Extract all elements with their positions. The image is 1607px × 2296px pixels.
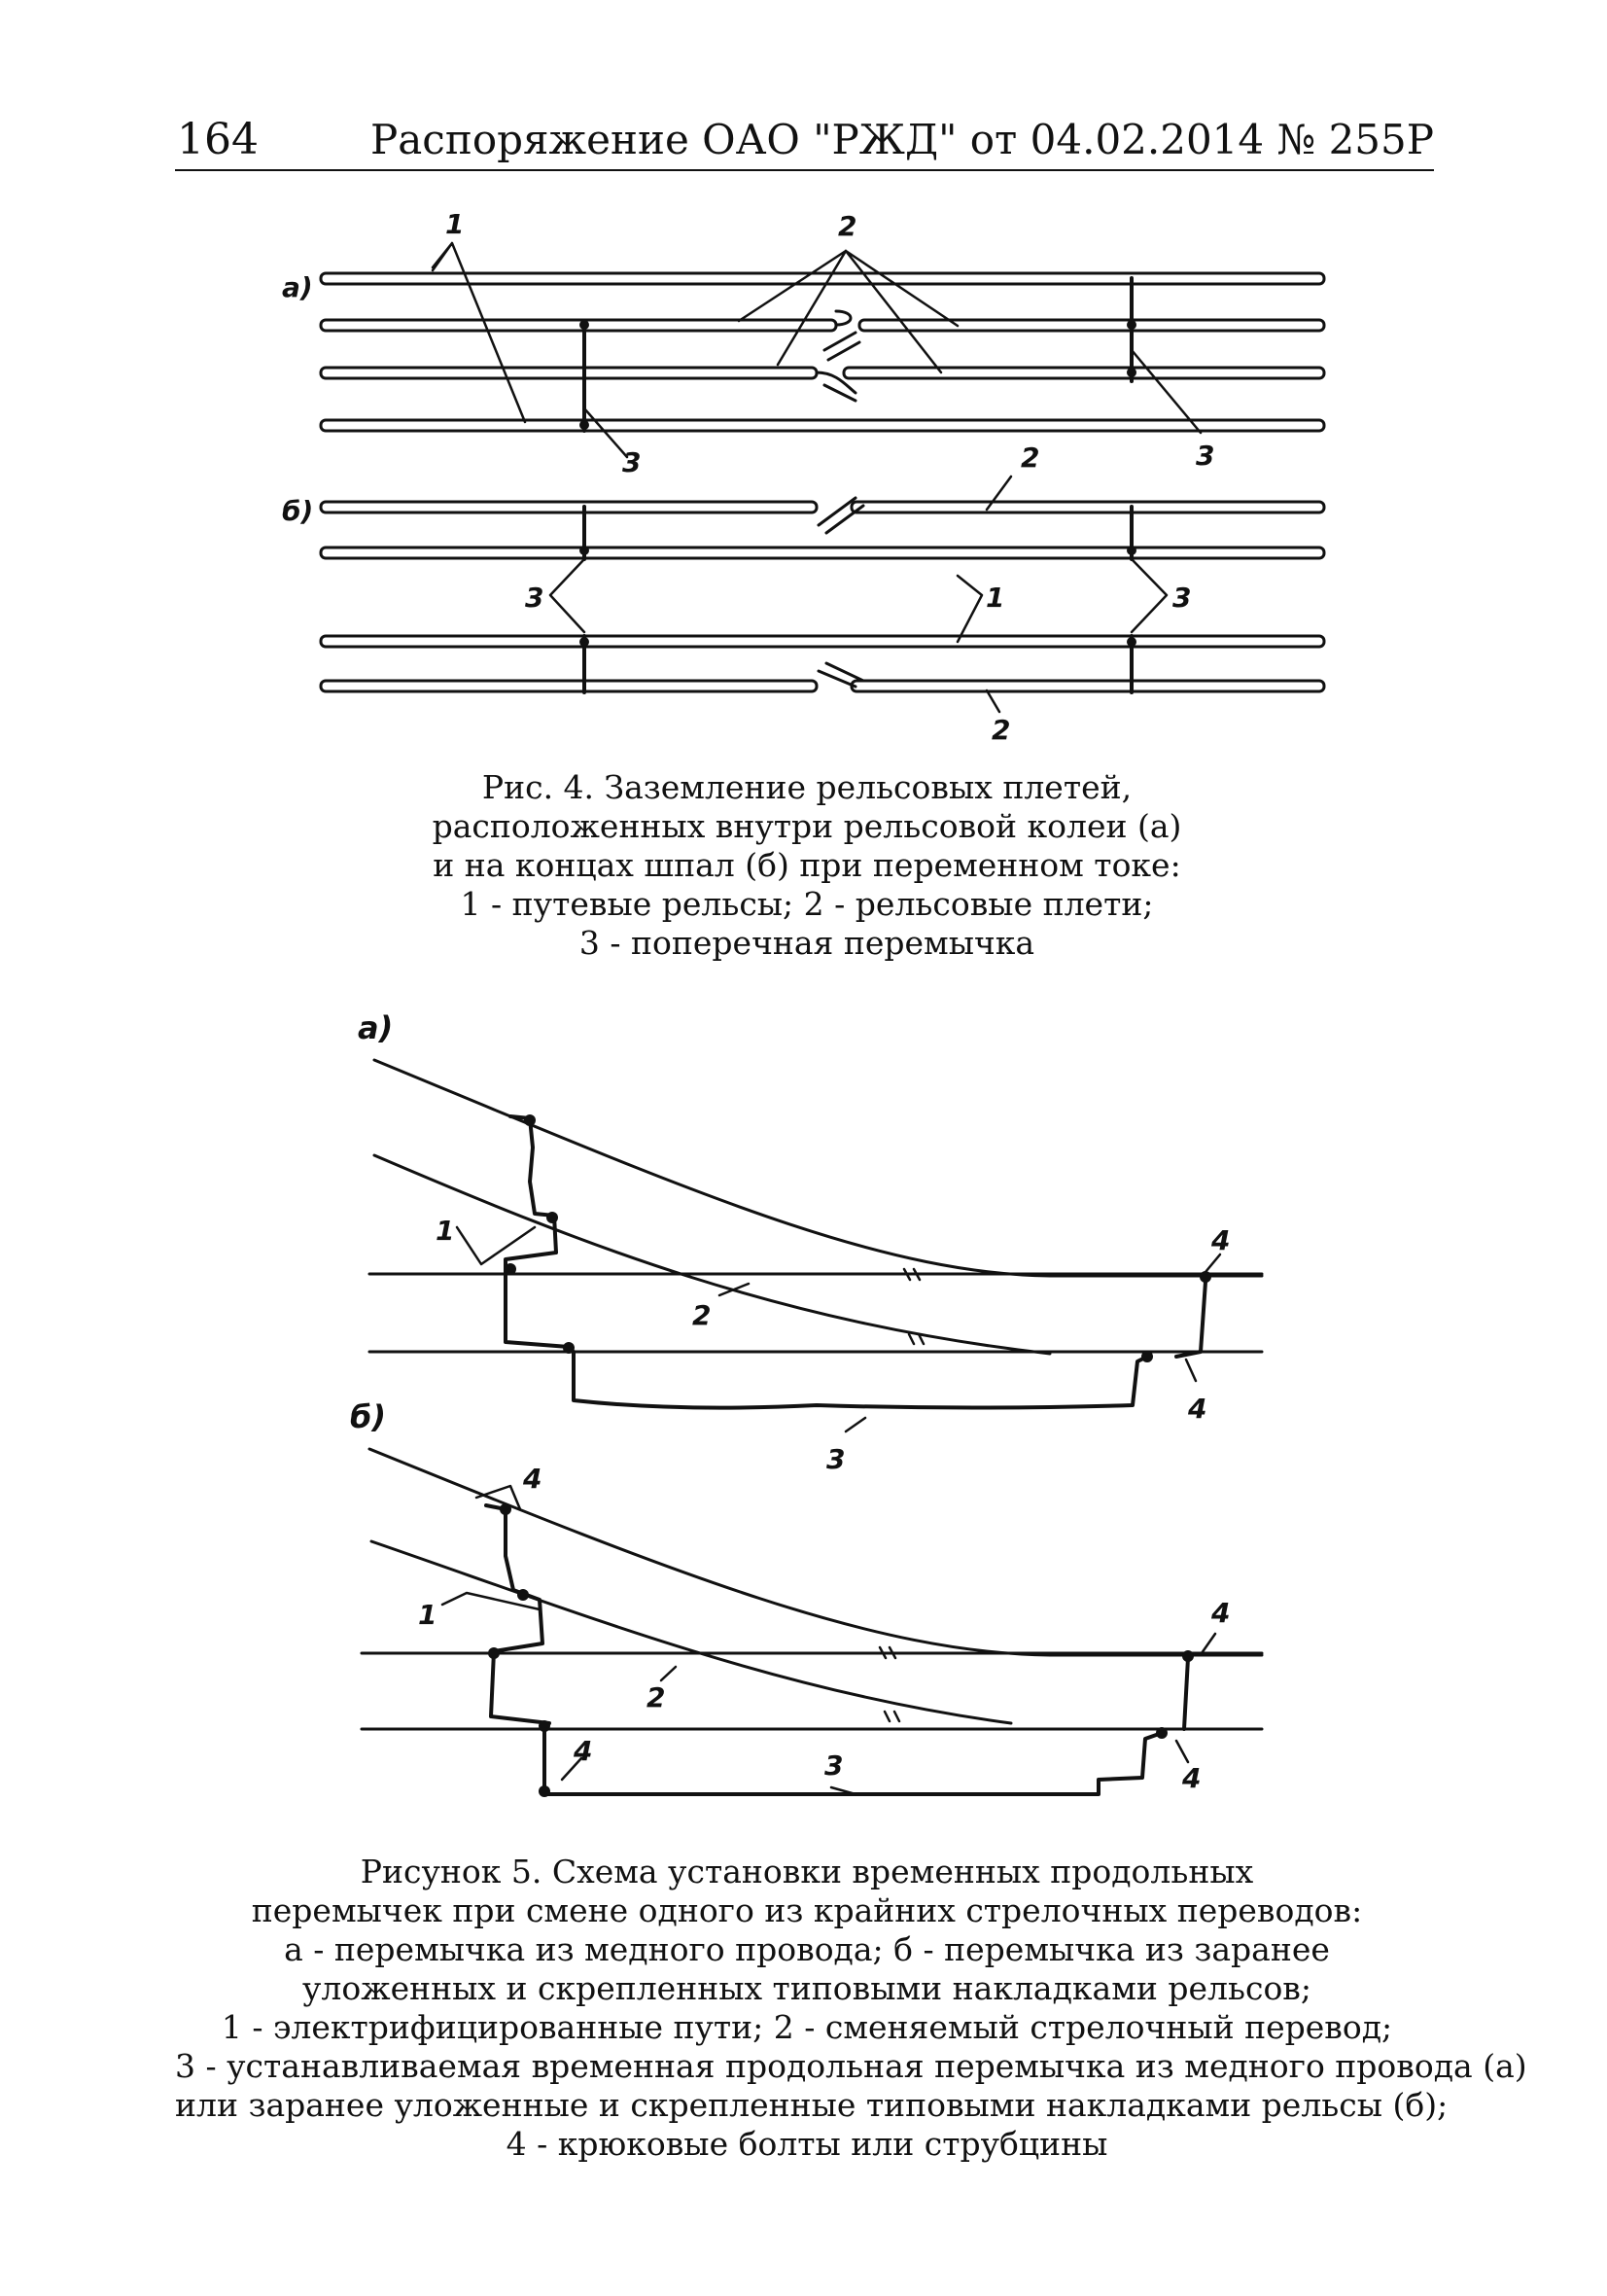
figure-5b-callout: 1 — [418, 1599, 437, 1631]
figure-5a-panel-label: а) — [358, 1009, 394, 1046]
figure-4a-panel-label: а) — [282, 271, 313, 303]
figure-5a-callout: 4 — [1211, 1224, 1231, 1256]
caption-line: 4 - крюковые болты или струбцины — [506, 2125, 1108, 2163]
figure-5b-callout: 4 — [1182, 1762, 1202, 1794]
caption-line: Рис. 4. Заземление рельсовых плетей, — [481, 768, 1133, 806]
figure-4-caption — [175, 768, 1439, 963]
caption-line: уложенных и скрепленных типовыми накладками рельсов; — [301, 1969, 1312, 2007]
caption-line: и на концах шпал (б) при переменном токе: — [433, 846, 1181, 884]
figure-4a-callout: 3 — [1196, 440, 1215, 472]
figure-4a-callout: 3 — [622, 446, 642, 478]
caption-line: 3 - поперечная перемычка — [578, 924, 1035, 962]
figure-4b-panel-label: б) — [282, 495, 314, 527]
figure-5b-callout: 4 — [523, 1463, 542, 1495]
figure-5b-panel-label: б) — [350, 1398, 386, 1435]
figure-5-caption — [175, 1853, 1527, 2164]
figure-4b-callout: 2 — [992, 714, 1011, 746]
figure-5b-callout: 3 — [824, 1749, 844, 1782]
figure-4b-callout: 3 — [1172, 582, 1192, 614]
figure-4-diagram — [282, 208, 1324, 746]
figure-4b-cross-bonds — [579, 507, 1136, 692]
figure-5b-callout: 2 — [646, 1681, 666, 1713]
figure-5a-callout: 4 — [1188, 1393, 1207, 1425]
caption-line: расположенных внутри рельсовой колеи (а) — [432, 807, 1182, 845]
figure-4a-rails — [321, 273, 1324, 431]
figure-5a-callout: 3 — [826, 1443, 846, 1475]
figure-5a-callout: 2 — [692, 1299, 712, 1331]
document-header-title: Распоряжение ОАО "РЖД" от 04.02.2014 № 255Р — [370, 116, 1434, 163]
figure-4a-callout: 2 — [838, 210, 857, 242]
figure-5a-diagram — [358, 1009, 1262, 1475]
caption-line: 3 - устанавливаемая временная продольная перемычка из медного провода (а) — [175, 2047, 1527, 2085]
figure-4a-callout: 1 — [445, 208, 465, 240]
figure-5b-callout: 4 — [574, 1735, 593, 1767]
caption-line: 1 - путевые рельсы; 2 - рельсовые плети; — [460, 885, 1154, 923]
figure-5b-diagram — [350, 1398, 1262, 1797]
figure-5b-callout: 4 — [1211, 1597, 1231, 1629]
figure-4b-callout: 1 — [986, 582, 1005, 614]
page-number: 164 — [177, 115, 259, 164]
caption-line: Рисунок 5. Схема установки временных продольных — [360, 1853, 1254, 1890]
figure-4b-callout: 3 — [525, 582, 544, 614]
caption-line: 1 - электрифицированные пути; 2 - сменяемый стрелочный перевод; — [221, 2008, 1393, 2046]
figure-4b-callout: 2 — [1021, 442, 1040, 474]
figure-5a-callout: 1 — [436, 1215, 455, 1247]
caption-line: а - перемычка из медного провода; б - перемычка из заранее — [284, 1930, 1330, 1968]
caption-line: или заранее уложенные и скрепленные типовыми накладками рельсы (б); — [175, 2086, 1449, 2124]
figure-4a-cross-bonds — [579, 278, 1136, 431]
caption-line: перемычек при смене одного из крайних стрелочных переводов: — [251, 1891, 1363, 1929]
